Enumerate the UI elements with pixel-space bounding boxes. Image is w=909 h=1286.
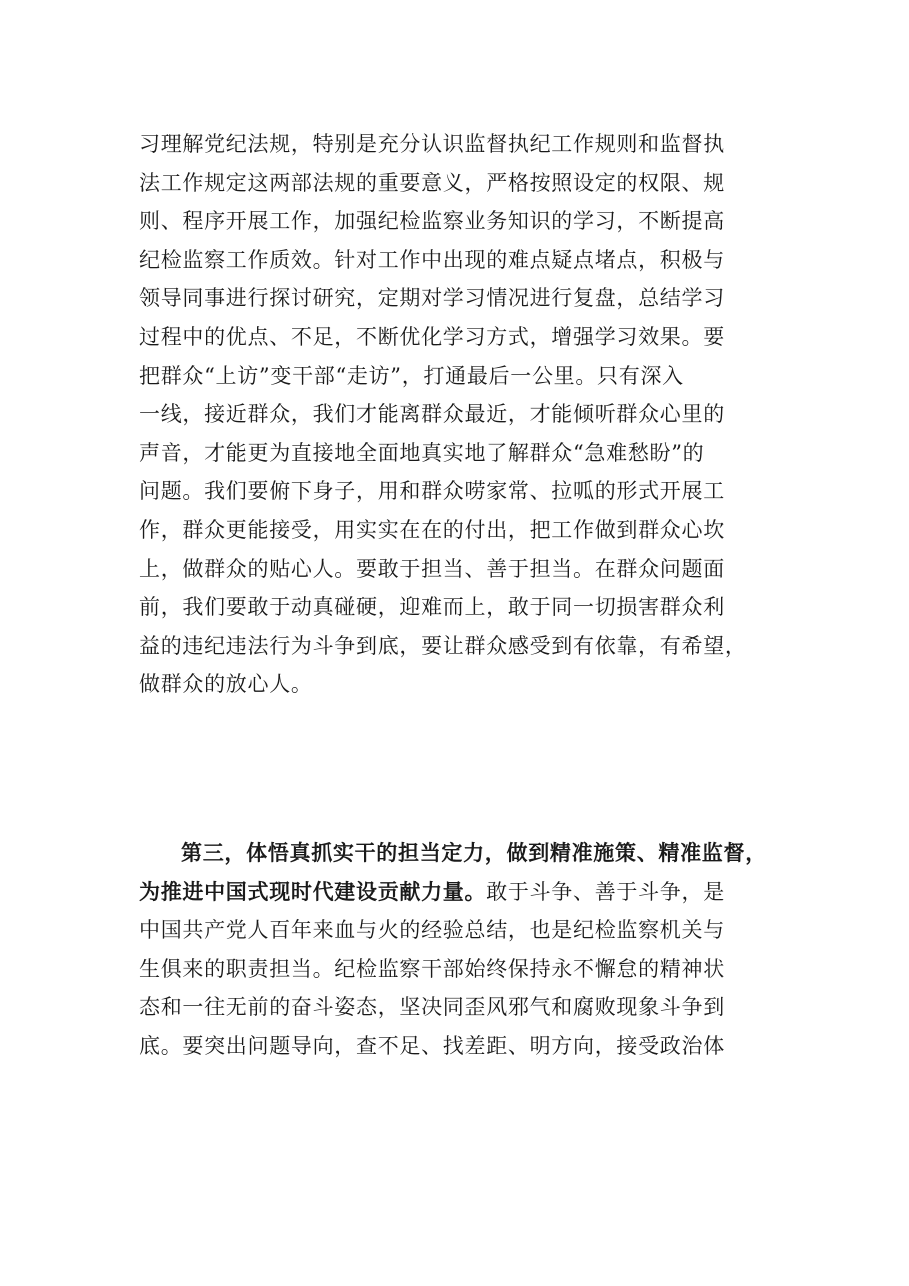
text-line: 作，群众更能接受，用实实在在的付出，把工作做到群众心坎: [139, 517, 725, 542]
text-line: 习理解党纪法规，特别是充分认识监督执纪工作规则和监督执: [139, 132, 725, 156]
section-heading-line: 第三，体悟真抓实干的担当定力，做到精准施策、精准监督，: [181, 840, 767, 865]
text-line: 益的违纪违法行为斗争到底，要让群众感受到有依靠，有希望，: [139, 633, 747, 658]
text-line: 生俱来的职责担当。纪检监察干部始终保持永不懈怠的精神状: [139, 956, 725, 981]
text-line: 过程中的优点、不足，不断优化学习方式，增强学习效果。要: [139, 324, 725, 349]
text-line: 法工作规定这两部法规的重要意义，严格按照设定的权限、规: [139, 170, 725, 195]
paragraph-third-point: [139, 834, 779, 1066]
text-line: 声音，才能更为直接地全面地真实地了解群众“急难愁盼”的: [139, 440, 705, 465]
text-line: 态和一往无前的奋斗姿态，坚决同歪风邪气和腐败现象斗争到: [139, 995, 725, 1020]
text-line-mixed: [139, 873, 779, 912]
text-line: 问题。我们要俯下身子，用和群众唠家常、拉呱的形式开展工: [139, 479, 725, 504]
paragraph-continued: [139, 125, 779, 704]
text-line: 做群众的放心人。: [139, 672, 313, 697]
text-line: 一线，接近群众，我们才能离群众最近，才能倾听群众心里的: [139, 402, 725, 427]
text-line: 底。要突出问题导向，查不足、找差距、明方向，接受政治体: [139, 1033, 725, 1058]
section-heading-tail: 为推进中国式现时代建设贡献力量。: [139, 878, 487, 904]
text-line: 中国共产党人百年来血与火的经验总结，也是纪检监察机关与: [139, 918, 725, 943]
text-run: 敢于斗争、善于斗争，是: [486, 879, 725, 904]
text-line: 领导同事进行探讨研究，定期对学习情况进行复盘，总结学习: [139, 286, 725, 311]
text-line: 上，做群众的贴心人。要敢于担当、善于担当。在群众问题面: [139, 556, 725, 581]
text-line: 纪检监察工作质效。针对工作中出现的难点疑点堵点，积极与: [139, 247, 725, 272]
text-line: 把群众“上访”变干部“走访”，打通最后一公里。只有深入: [139, 363, 684, 388]
text-line: 前，我们要敢于动真碰硬，迎难而上，敢于同一切损害群众利: [139, 595, 725, 620]
text-line: 则、程序开展工作，加强纪检监察业务知识的学习，不断提高: [139, 209, 725, 234]
